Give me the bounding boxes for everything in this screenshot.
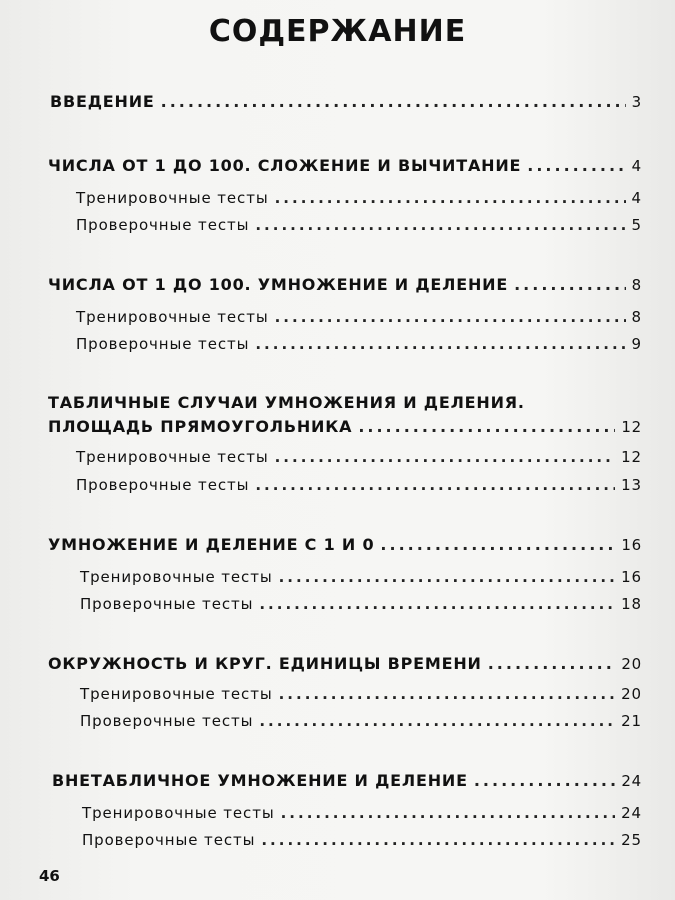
section-page: 20 xyxy=(621,655,642,673)
toc-section xyxy=(52,771,642,790)
section-page: 16 xyxy=(621,536,642,554)
subitem-label: Тренировочные тесты xyxy=(76,308,269,326)
dot-leader xyxy=(474,771,615,790)
toc-subitem xyxy=(76,335,642,353)
toc-subitem xyxy=(82,831,642,849)
subitem-label: Проверочные тесты xyxy=(80,712,254,730)
section-title: ПЛОЩАДЬ ПРЯМОУГОЛЬНИКА xyxy=(48,417,353,436)
section-page: 12 xyxy=(621,418,642,436)
section-title: ОКРУЖНОСТЬ И КРУГ. ЕДИНИЦЫ ВРЕМЕНИ xyxy=(48,654,482,673)
dot-leader xyxy=(275,189,626,207)
toc-subitem xyxy=(80,568,642,586)
toc-subitem xyxy=(80,595,642,613)
dot-leader xyxy=(275,448,616,466)
toc-subitem xyxy=(82,804,642,822)
dot-leader xyxy=(279,568,616,586)
toc-subitem xyxy=(76,189,642,207)
toc-section xyxy=(48,535,642,554)
section-title: ВВЕДЕНИЕ xyxy=(50,92,155,111)
toc-subitem xyxy=(76,216,642,234)
toc-section xyxy=(48,654,642,673)
dot-leader xyxy=(514,275,626,294)
section-title: ЧИСЛА ОТ 1 ДО 100. УМНОЖЕНИЕ И ДЕЛЕНИЕ xyxy=(48,275,509,294)
subitem-label: Тренировочные тесты xyxy=(80,685,273,703)
dot-leader xyxy=(281,804,616,822)
dot-leader xyxy=(275,308,626,326)
subitem-page: 18 xyxy=(621,595,642,613)
toc-subitem xyxy=(76,308,642,326)
subitem-label: Проверочные тесты xyxy=(80,595,254,613)
dot-leader xyxy=(279,685,616,703)
toc-section xyxy=(48,275,642,294)
subitem-label: Тренировочные тесты xyxy=(80,568,273,586)
page-number: 46 xyxy=(39,867,60,885)
section-page: 8 xyxy=(631,276,642,294)
section-page: 24 xyxy=(621,772,642,790)
subitem-page: 20 xyxy=(621,685,642,703)
toc-subitem xyxy=(76,448,642,466)
toc-section-introduction xyxy=(50,92,642,111)
dot-leader xyxy=(259,595,615,613)
dot-leader xyxy=(255,476,615,494)
section-title: ВНЕТАБЛИЧНОЕ УМНОЖЕНИЕ И ДЕЛЕНИЕ xyxy=(52,771,468,790)
subitem-page: 8 xyxy=(631,308,642,326)
section-title: ЧИСЛА ОТ 1 ДО 100. СЛОЖЕНИЕ И ВЫЧИТАНИЕ xyxy=(48,156,522,175)
subitem-label: Проверочные тесты xyxy=(76,216,250,234)
subitem-page: 21 xyxy=(621,712,642,730)
dot-leader xyxy=(380,535,615,554)
dot-leader xyxy=(161,92,626,111)
toc-subitem xyxy=(80,685,642,703)
dot-leader xyxy=(527,156,625,175)
subitem-label: Проверочные тесты xyxy=(82,831,256,849)
dot-leader xyxy=(261,831,615,849)
section-page: 3 xyxy=(631,93,642,111)
toc-subitem xyxy=(80,712,642,730)
toc-subitem xyxy=(76,476,642,494)
section-title-line1: ТАБЛИЧНЫЕ СЛУЧАИ УМНОЖЕНИЯ И ДЕЛЕНИЯ. xyxy=(48,393,525,412)
subitem-page: 25 xyxy=(621,831,642,849)
subitem-page: 4 xyxy=(631,189,642,207)
subitem-page: 13 xyxy=(621,476,642,494)
subitem-page: 9 xyxy=(631,335,642,353)
toc-section xyxy=(48,417,642,436)
dot-leader xyxy=(358,417,615,436)
subitem-page: 5 xyxy=(631,216,642,234)
toc-section xyxy=(48,156,642,175)
dot-leader xyxy=(255,335,625,353)
dot-leader xyxy=(259,712,615,730)
subitem-label: Тренировочные тесты xyxy=(76,448,269,466)
subitem-label: Тренировочные тесты xyxy=(82,804,275,822)
subitem-page: 12 xyxy=(621,448,642,466)
section-page: 4 xyxy=(631,157,642,175)
page-title: СОДЕРЖАНИЕ xyxy=(208,14,467,49)
subitem-page: 16 xyxy=(621,568,642,586)
subitem-page: 24 xyxy=(621,804,642,822)
dot-leader xyxy=(255,216,625,234)
section-title: УМНОЖЕНИЕ И ДЕЛЕНИЕ С 1 И 0 xyxy=(48,535,375,554)
dot-leader xyxy=(488,654,616,673)
subitem-label: Проверочные тесты xyxy=(76,476,250,494)
subitem-label: Тренировочные тесты xyxy=(76,189,269,207)
subitem-label: Проверочные тесты xyxy=(76,335,250,353)
